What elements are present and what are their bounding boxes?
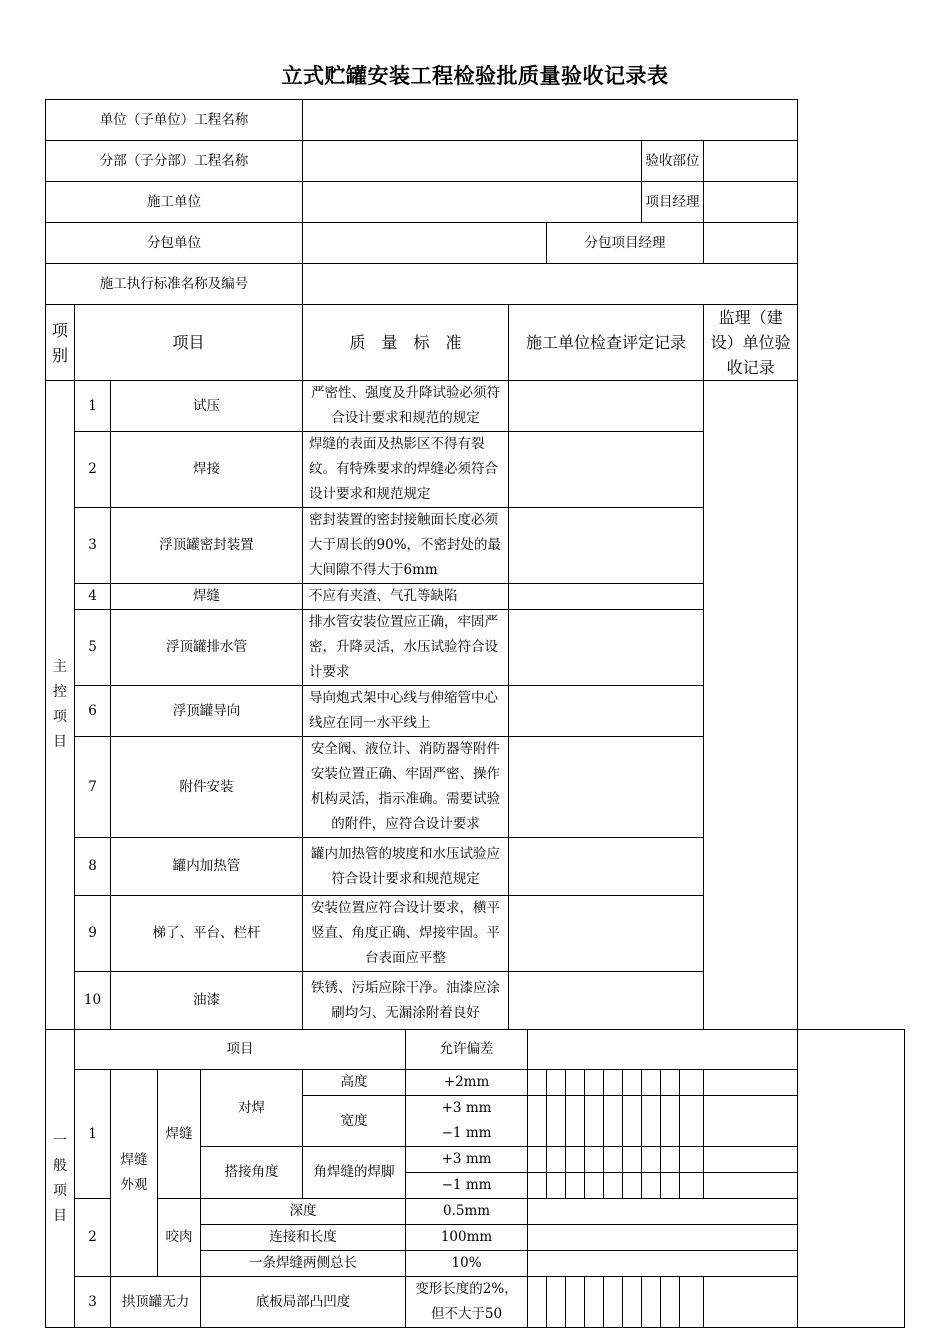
weld-appearance-label: 焊缝外观 (111, 1070, 158, 1277)
construction-unit-value[interactable] (303, 182, 642, 223)
supervision-record-cell[interactable] (798, 1030, 905, 1328)
subcontract-unit-label: 分包单位 (46, 223, 303, 264)
check-record-cell[interactable] (509, 686, 704, 737)
accept-part-label: 验收部位 (642, 141, 704, 182)
row-number: 3 (75, 508, 111, 584)
fillet-tol-minus: −1 mm (406, 1173, 528, 1199)
row-number: 8 (75, 838, 111, 896)
measure-cell[interactable] (566, 1173, 585, 1199)
check-record-cell[interactable] (509, 972, 704, 1030)
measure-cell[interactable] (566, 1096, 585, 1147)
weld-label: 焊缝 (158, 1070, 201, 1199)
row-number: 6 (75, 686, 111, 737)
measure-cell[interactable] (661, 1147, 680, 1173)
standard-value[interactable] (303, 264, 798, 305)
measure-cell[interactable] (528, 1173, 547, 1199)
bottom-tolerance: 变形长度的2%，但不大于50 (406, 1277, 528, 1328)
construction-check-header: 施工单位检查评定记录 (509, 305, 704, 381)
quality-standard: 导向炮式架中心线与伸缩管中心线应在同一水平线上 (303, 686, 509, 737)
row-number: 2 (75, 432, 111, 508)
project-manager-value[interactable] (704, 182, 798, 223)
total-length-label: 一条焊缝两侧总长 (201, 1251, 406, 1277)
measure-cell[interactable] (566, 1070, 585, 1096)
check-record-cell[interactable] (509, 610, 704, 686)
general-item-header: 项目 (75, 1030, 406, 1070)
measure-cell[interactable] (642, 1277, 661, 1328)
undercut-label: 咬肉 (158, 1199, 201, 1277)
measure-cell[interactable] (661, 1070, 680, 1096)
measure-cell[interactable] (547, 1147, 566, 1173)
measure-cell[interactable] (642, 1173, 661, 1199)
item-name: 浮顶罐导向 (111, 686, 303, 737)
depth-tolerance: 0.5mm (406, 1199, 528, 1225)
fillet-leg-label: 角焊缝的焊脚 (303, 1147, 406, 1199)
measure-cell[interactable] (704, 1173, 798, 1199)
check-record-cell[interactable] (509, 838, 704, 896)
total-tolerance: 10% (406, 1251, 528, 1277)
measure-cell[interactable] (704, 1147, 798, 1173)
measure-cell[interactable] (585, 1277, 604, 1328)
measure-cell[interactable] (528, 1147, 547, 1173)
butt-weld-label: 对焊 (201, 1070, 303, 1147)
item-name: 罐内加热管 (111, 838, 303, 896)
check-record-cell[interactable] (509, 508, 704, 584)
item-name: 浮顶罐排水管 (111, 610, 303, 686)
measure-cell[interactable] (623, 1070, 642, 1096)
measure-cell[interactable] (604, 1277, 623, 1328)
item-name: 油漆 (111, 972, 303, 1030)
measure-cell[interactable] (585, 1096, 604, 1147)
quality-standard-header: 质 量 标 准 (303, 305, 509, 381)
measure-cell[interactable] (547, 1096, 566, 1147)
standard-label: 施工执行标准名称及编号 (46, 264, 303, 305)
quality-standard: 严密性、强度及升降试验必须符合设计要求和规范的规定 (303, 381, 509, 432)
supervision-record-cell[interactable] (704, 381, 798, 1030)
inspection-record-table (45, 99, 905, 1328)
measure-cell[interactable] (547, 1277, 566, 1328)
measure-cell[interactable] (661, 1096, 680, 1147)
subcontract-unit-value[interactable] (303, 223, 547, 264)
measure-cell[interactable] (566, 1147, 585, 1173)
measure-cell[interactable] (623, 1096, 642, 1147)
unit-project-value[interactable] (303, 100, 798, 141)
subcontract-manager-value[interactable] (704, 223, 798, 264)
item-header: 项目 (75, 305, 303, 381)
row-number: 10 (75, 972, 111, 1030)
check-record-cell[interactable] (528, 1030, 798, 1070)
check-record-cell[interactable] (509, 381, 704, 432)
general-items-label: 一般项目 (46, 1030, 75, 1328)
quality-standard: 焊缝的表面及热影区不得有裂纹。有特殊要求的焊缝必须符合设计要求和规范规定 (303, 432, 509, 508)
measure-cell[interactable] (680, 1277, 704, 1328)
width-tol-plus: +3 mm (441, 1100, 492, 1116)
fillet-tol-plus: +3 mm (406, 1147, 528, 1173)
quality-standard: 安装位置应符合设计要求，横平竖直、角度正确、焊接牢固。平台表面应平整 (303, 896, 509, 972)
continuous-tolerance: 100mm (406, 1225, 528, 1251)
subcontract-manager-label: 分包项目经理 (547, 223, 704, 264)
tolerance-header: 允许偏差 (406, 1030, 528, 1070)
sub-project-label: 分部（子分部）工程名称 (46, 141, 303, 182)
measure-cell[interactable] (585, 1147, 604, 1173)
width-label: 宽度 (303, 1096, 406, 1147)
height-tolerance: +2mm (406, 1070, 528, 1096)
measure-cell[interactable] (661, 1277, 680, 1328)
check-record-cell[interactable] (509, 896, 704, 972)
check-record-cell[interactable] (509, 737, 704, 838)
quality-standard: 排水管安装位置应正确，牢固严密，升降灵活，水压试验符合设计要求 (303, 610, 509, 686)
measure-cell[interactable] (642, 1096, 661, 1147)
measure-cell[interactable] (680, 1147, 704, 1173)
check-record-cell[interactable] (528, 1225, 798, 1251)
measure-cell[interactable] (680, 1070, 704, 1096)
measure-cell[interactable] (623, 1173, 642, 1199)
measure-cell[interactable] (704, 1070, 798, 1096)
measure-cell[interactable] (604, 1147, 623, 1173)
check-record-cell[interactable] (528, 1199, 798, 1225)
row-number: 1 (75, 381, 111, 432)
item-name: 试压 (111, 381, 303, 432)
measure-cell[interactable] (623, 1277, 642, 1328)
row-number: 5 (75, 610, 111, 686)
depth-label: 深度 (201, 1199, 406, 1225)
height-label: 高度 (303, 1070, 406, 1096)
measure-cell[interactable] (528, 1070, 547, 1096)
bottom-dent-label: 底板局部凸凹度 (201, 1277, 406, 1328)
item-name: 梯了、平台、栏杆 (111, 896, 303, 972)
item-name: 附件安装 (111, 737, 303, 838)
row-number: 2 (75, 1199, 111, 1277)
row-number: 7 (75, 737, 111, 838)
row-number: 1 (75, 1070, 111, 1199)
row-number: 9 (75, 896, 111, 972)
measure-cell[interactable] (661, 1173, 680, 1199)
check-record-cell[interactable] (528, 1251, 798, 1277)
measure-cell[interactable] (547, 1173, 566, 1199)
dome-roof-label: 拱顶罐无力 (111, 1277, 201, 1328)
quality-standard: 铁锈、污垢应除干净。油漆应涂刷均匀、无漏涂附着良好 (303, 972, 509, 1030)
row-number: 3 (75, 1277, 111, 1328)
check-record-cell[interactable] (509, 432, 704, 508)
measure-cell[interactable] (566, 1277, 585, 1328)
measure-cell[interactable] (585, 1070, 604, 1096)
measure-cell[interactable] (528, 1096, 547, 1147)
measure-cell[interactable] (680, 1096, 704, 1147)
measure-cell[interactable] (604, 1070, 623, 1096)
construction-unit-label: 施工单位 (46, 182, 303, 223)
measure-cell[interactable] (585, 1173, 604, 1199)
width-tol-minus: −1 mm (441, 1125, 492, 1141)
check-record-cell[interactable] (509, 584, 704, 610)
measure-cell[interactable] (623, 1147, 642, 1173)
continuous-length-label: 连接和长度 (201, 1225, 406, 1251)
row-number: 4 (75, 584, 111, 610)
item-name: 焊缝 (111, 584, 303, 610)
quality-standard: 不应有夹渣、气孔等缺陷 (303, 584, 509, 610)
measure-cell[interactable] (642, 1147, 661, 1173)
category-header: 项别 (46, 305, 75, 381)
supervision-header: 监理（建设）单位验收记录 (704, 305, 798, 381)
page-title: 立式贮罐安装工程检验批质量验收记录表 (281, 63, 669, 88)
measure-cell[interactable] (680, 1173, 704, 1199)
sub-project-value[interactable] (303, 141, 642, 182)
item-name: 浮顶罐密封装置 (111, 508, 303, 584)
width-tolerance (406, 1096, 528, 1147)
item-name: 焊接 (111, 432, 303, 508)
measure-cell[interactable] (704, 1277, 798, 1328)
quality-standard: 罐内加热管的坡度和水压试验应符合设计要求和规范规定 (303, 838, 509, 896)
quality-standard: 密封装置的密封接触面长度必须大于周长的90%，不密封处的最大间隙不得大于6mm (303, 508, 509, 584)
measure-cell[interactable] (604, 1096, 623, 1147)
lap-angle-label: 搭接角度 (201, 1147, 303, 1199)
measure-cell[interactable] (547, 1070, 566, 1096)
project-manager-label: 项目经理 (642, 182, 704, 223)
main-control-label: 主控项目 (46, 381, 75, 1030)
accept-part-value[interactable] (704, 141, 798, 182)
measure-cell[interactable] (604, 1173, 623, 1199)
measure-cell[interactable] (528, 1277, 547, 1328)
unit-project-label: 单位（子单位）工程名称 (46, 100, 303, 141)
measure-cell[interactable] (642, 1070, 661, 1096)
quality-standard: 安全阀、液位计、消防器等附件安装位置正确、牢固严密、操作机构灵活，指示准确。需要试验的附件，应符合设计要求 (303, 737, 509, 838)
measure-cell[interactable] (704, 1096, 798, 1147)
